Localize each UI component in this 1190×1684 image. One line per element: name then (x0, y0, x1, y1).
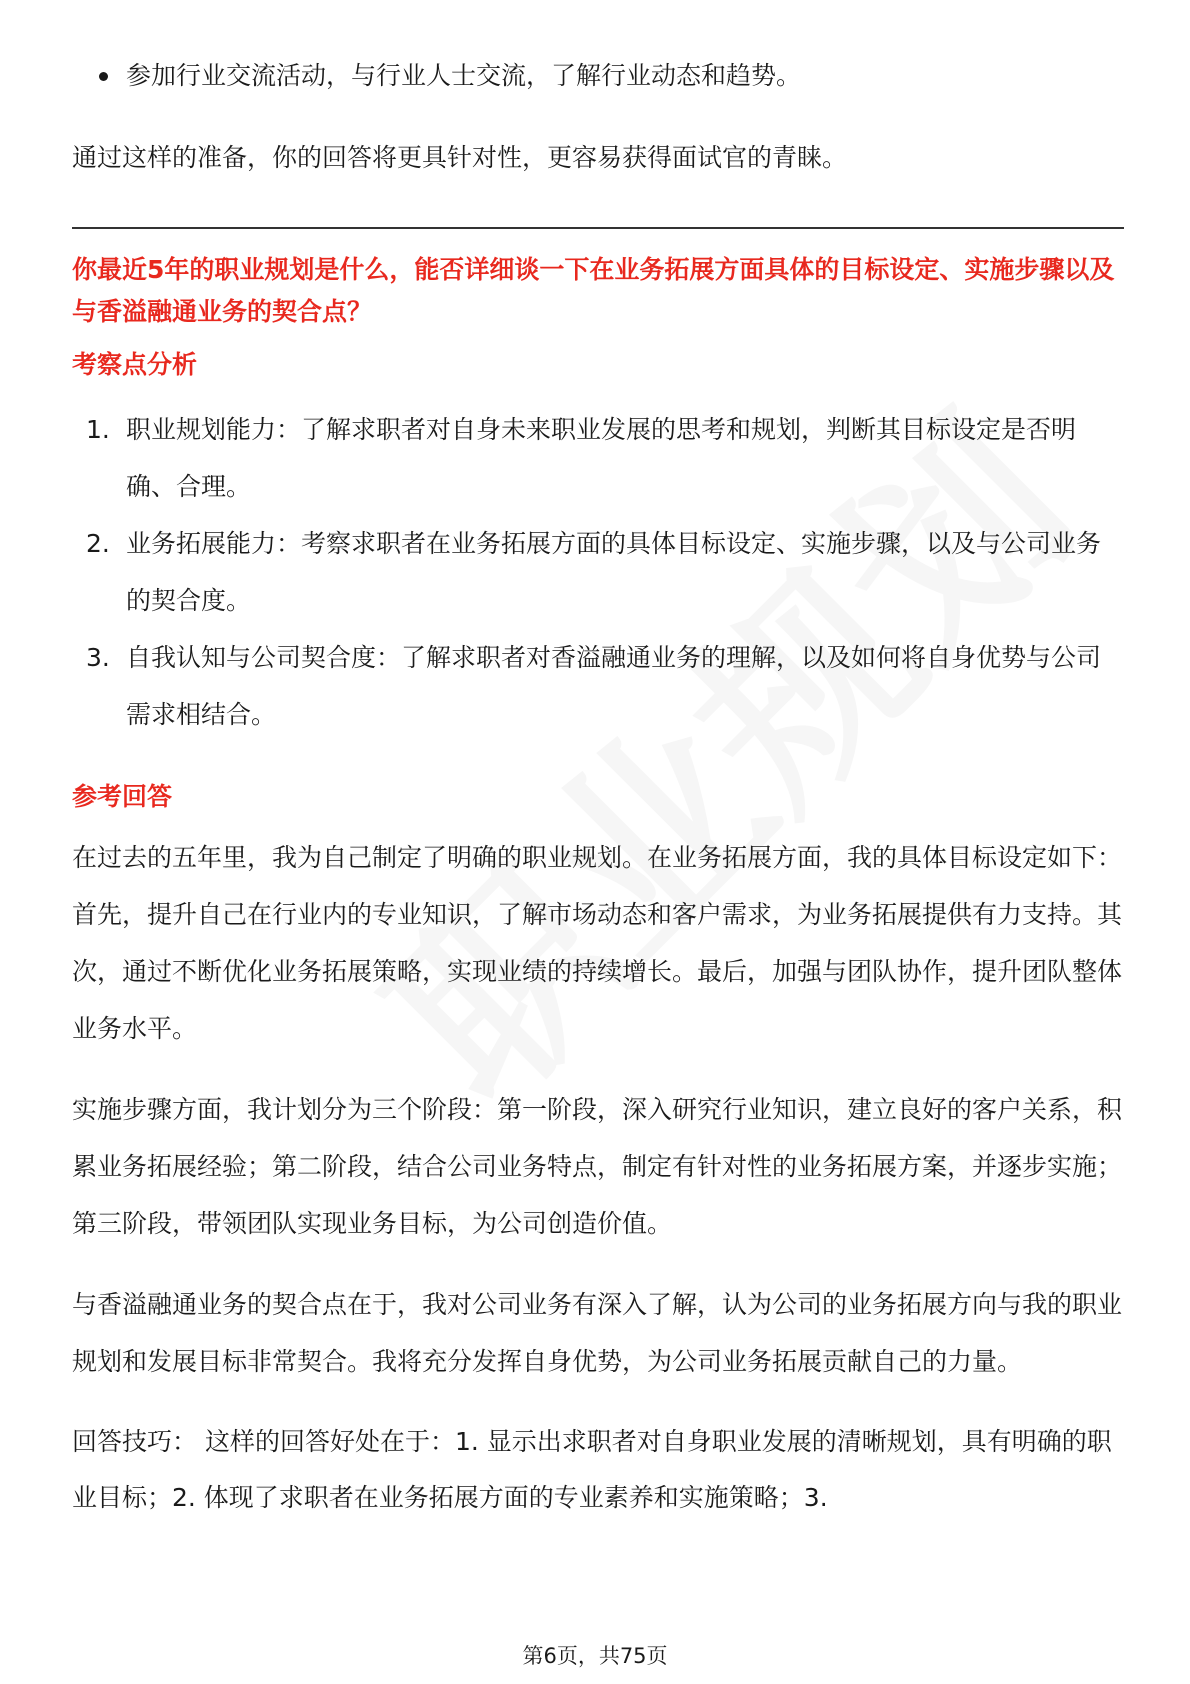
page-footer: 第6页，共75页 (522, 1644, 668, 1668)
top-bullet-list (72, 48, 1124, 104)
question-heading: 你最近5年的职业规划是什么，能否详细谈一下在业务拓展方面具体的目标设定、实施步骤以及与香溢融通业务的契合点？ (72, 255, 1115, 326)
list-item (72, 48, 1124, 104)
item-number: 1. (86, 415, 110, 444)
list-item (72, 629, 1124, 743)
bullet-dot-icon (99, 72, 108, 81)
item-text: 职业规划能力：了解求职者对自身未来职业发展的思考和规划，判断其目标设定是否明确、合理。 (126, 415, 1077, 501)
section-divider (72, 227, 1124, 229)
analysis-heading: 考察点分析 (72, 350, 198, 379)
answer-tips: 回答技巧： 这样的回答好处在于：1. 显示出求职者对自身职业发展的清晰规划，具有明确的职业目标；2. 体现了求职者在业务拓展方面的专业素养和实施策略；3. (72, 1427, 1112, 1512)
item-text: 业务拓展能力：考察求职者在业务拓展方面的具体目标设定、实施步骤，以及与公司业务的契合度。 (126, 529, 1102, 615)
item-number: 2. (86, 529, 110, 558)
answer-paragraph: 在过去的五年里，我为自己制定了明确的职业规划。在业务拓展方面，我的具体目标设定如下：首先，提升自己在行业内的专业知识，了解市场动态和客户需求，为业务拓展提供有力支持。其次，通过不断优化业务拓展策略，实现业绩的持续增长。最后，加强与团队协作，提升团队整体业务水平。 (72, 843, 1123, 1043)
intro-paragraph: 通过这样的准备，你的回答将更具针对性，更容易获得面试官的青睐。 (72, 143, 848, 172)
item-text: 自我认知与公司契合度：了解求职者对香溢融通业务的理解，以及如何将自身优势与公司需求相结合。 (126, 643, 1102, 729)
list-item (72, 515, 1124, 629)
bullet-text: 参加行业交流活动，与行业人士交流，了解行业动态和趋势。 (126, 61, 802, 90)
answer-paragraph: 实施步骤方面，我计划分为三个阶段：第一阶段，深入研究行业知识，建立良好的客户关系，积累业务拓展经验；第二阶段，结合公司业务特点，制定有针对性的业务拓展方案，并逐步实施；第三阶段，带领团队实现业务目标，为公司创造价值。 (72, 1095, 1123, 1238)
list-item (72, 401, 1124, 515)
answer-paragraph: 与香溢融通业务的契合点在于，我对公司业务有深入了解，认为公司的业务拓展方向与我的职业规划和发展目标非常契合。我将充分发挥自身优势，为公司业务拓展贡献自己的力量。 (72, 1290, 1123, 1376)
page-content (72, 48, 1124, 1526)
item-number: 3. (86, 643, 110, 672)
analysis-list (72, 401, 1124, 743)
answer-heading: 参考回答 (72, 782, 173, 811)
